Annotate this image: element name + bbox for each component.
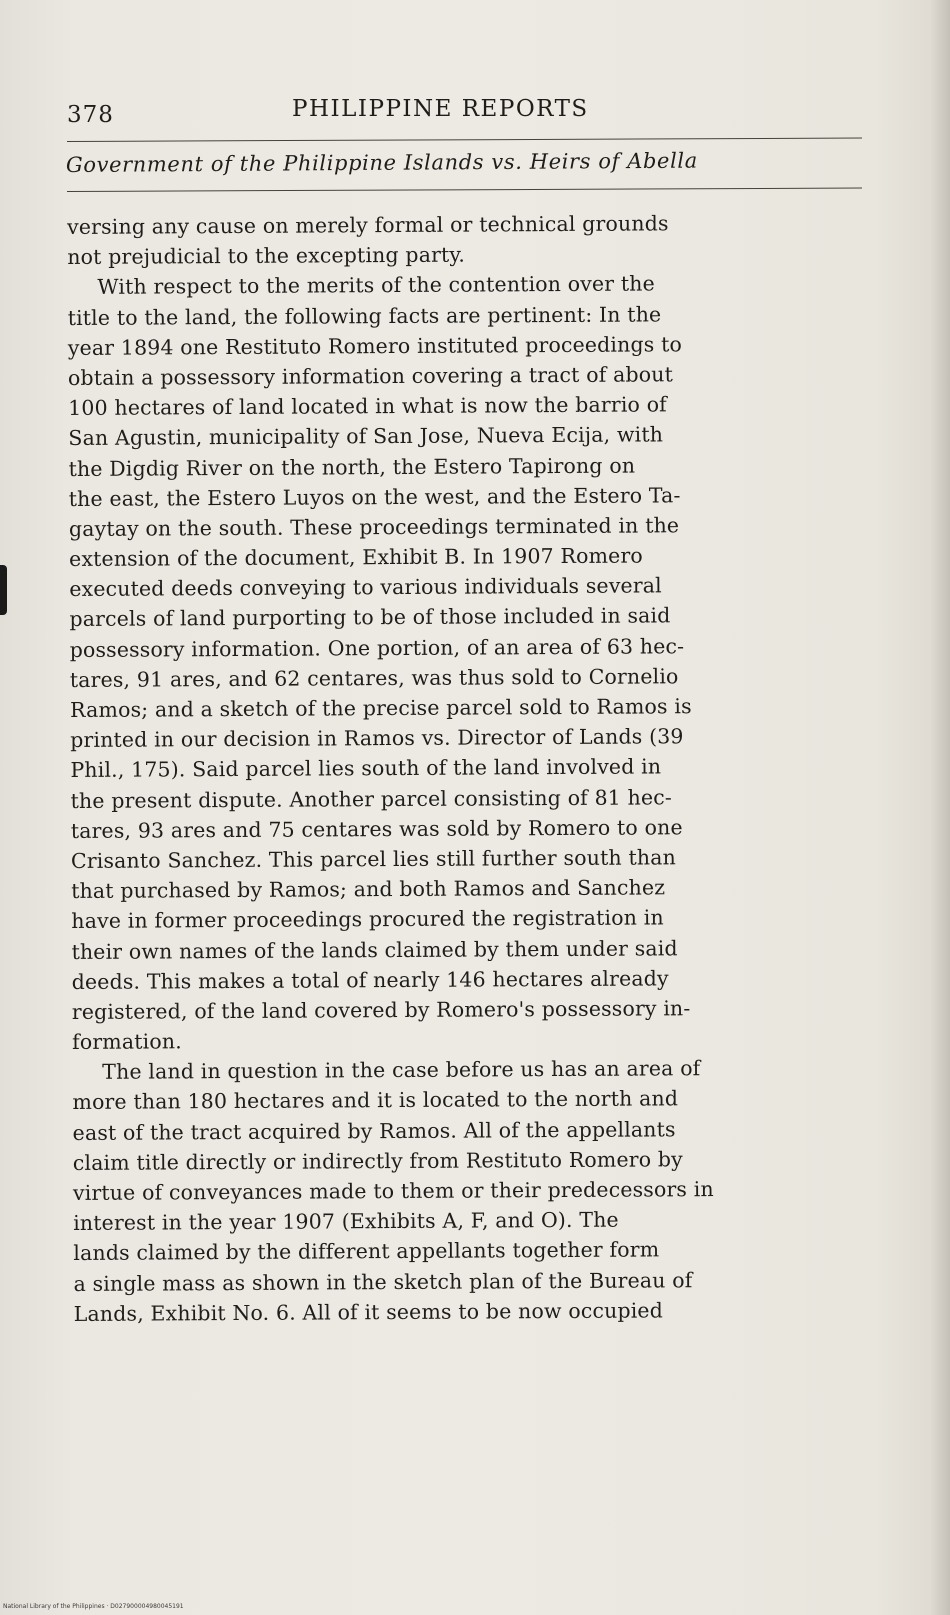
text-line: the Digdig River on the north, the Estero Tapirong on	[68, 453, 636, 481]
header-rule-top	[67, 138, 862, 142]
text-line: the present dispute. Another parcel consisting of 81 hec-	[70, 784, 673, 813]
text-line: The land in question in the case before us has an area of	[102, 1056, 701, 1085]
text-line: Crisanto Sanchez. This parcel lies still further south than	[70, 845, 676, 873]
text-line: east of the tract acquired by Ramos. All of the appellants	[72, 1116, 676, 1145]
text-line: executed deeds conveying to various individuals several	[69, 573, 662, 602]
page-header	[67, 96, 867, 136]
text-line: formation.	[71, 1029, 182, 1055]
text-line: lands claimed by the different appellants together form	[73, 1237, 660, 1266]
text-line: With respect to the merits of the contention over the	[97, 271, 655, 300]
text-line: more than 180 hectares and it is located to the north and	[72, 1086, 679, 1115]
text-line: interest in the year 1907 (Exhibits A, F, and O). The	[73, 1207, 619, 1236]
text-line: have in former proceedings procured the registration in	[71, 905, 664, 934]
text-line: Lands, Exhibit No. 6. All of it seems to be now occupied	[73, 1298, 664, 1326]
header-rule-bottom	[67, 188, 862, 192]
running-head: PHILIPPINE REPORTS	[292, 96, 589, 122]
text-line: extension of the document, Exhibit B. In 1907 Romero	[69, 543, 643, 572]
binding-mark	[0, 565, 7, 615]
scan-footer: National Library of the Philippines · D027900004980045191	[3, 1603, 184, 1610]
text-line: Ramos; and a sketch of the precise parcel sold to Ramos is	[69, 694, 692, 722]
text-line: Phil., 175). Said parcel lies south of the land involved in	[70, 754, 662, 783]
text-line: registered, of the land covered by Romero's possessory in-	[71, 996, 691, 1024]
text-line: year 1894 one Restituto Romero instituted proceedings to	[67, 331, 683, 360]
page-edge-shadow	[930, 0, 950, 1615]
text-line: that purchased by Ramos; and both Ramos and Sanchez	[71, 875, 666, 904]
text-line: a single mass as shown in the sketch plan of the Bureau of	[73, 1267, 693, 1296]
text-line: virtue of conveyances made to them or their predecessors in	[72, 1177, 714, 1205]
text-line: 100 hectares of land located in what is now the barrio of	[68, 392, 667, 421]
text-line: the east, the Estero Luyos on the west, and the Estero Ta-	[68, 482, 681, 511]
text-line: title to the land, the following facts are pertinent: In the	[67, 301, 662, 330]
page-number: 378	[67, 102, 114, 128]
text-line: printed in our decision in Ramos vs. Director of Lands (39	[70, 724, 684, 753]
body-text	[67, 207, 874, 1329]
text-line: gaytay on the south. These proceedings terminated in the	[68, 513, 680, 541]
text-line: tares, 93 ares and 75 centares was sold by Romero to one	[70, 815, 683, 843]
text-line: San Agustin, municipality of San Jose, Nueva Ecija, with	[68, 422, 664, 451]
text-line: obtain a possessory information covering a tract of about	[67, 362, 674, 390]
text-line: not prejudicial to the excepting party.	[67, 242, 466, 270]
case-title: Government of the Philippine Islands vs. Heirs of Abella	[65, 148, 698, 177]
text-line: claim title directly or indirectly from Restituto Romero by	[72, 1147, 683, 1175]
text-line: their own names of the lands claimed by them under said	[71, 935, 678, 964]
text-line: deeds. This makes a total of nearly 146 hectares already	[71, 966, 669, 994]
text-line: versing any cause on merely formal or technical grounds	[67, 211, 669, 239]
text-line: tares, 91 ares, and 62 centares, was thus sold to Cornelio	[69, 664, 679, 692]
text-line: parcels of land purporting to be of those included in said	[69, 603, 671, 632]
text-line: possessory information. One portion, of an area of 63 hec-	[69, 633, 685, 662]
